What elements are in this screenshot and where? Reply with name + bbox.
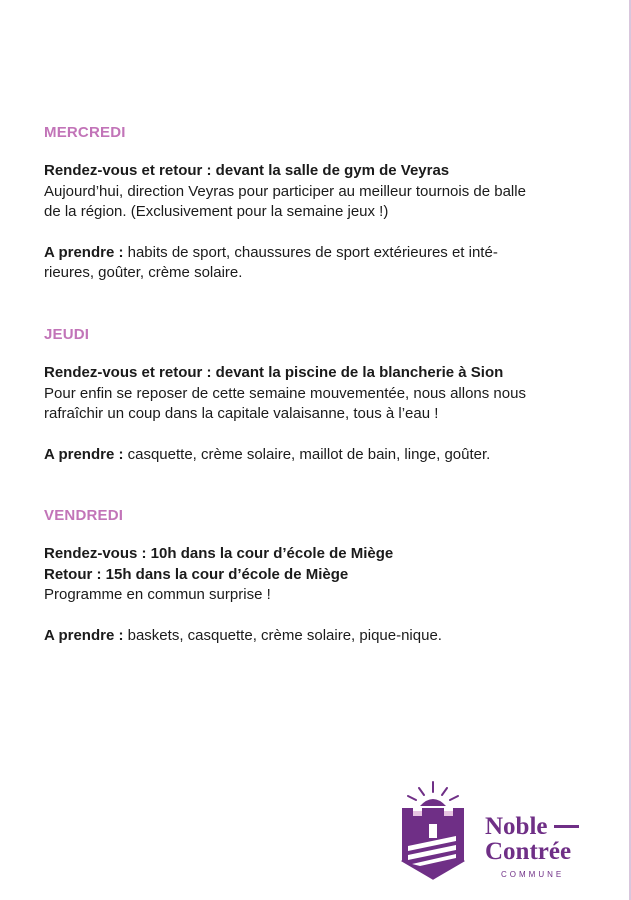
day-section-jeudi [44, 326, 589, 465]
meeting-line: Rendez-vous et retour : devant la salle de gym de Veyras [44, 162, 450, 179]
meeting-line: Rendez-vous : 10h dans la cour d’école de Miège [44, 545, 394, 562]
logo-name-noble: Noble [485, 813, 548, 840]
description-line: Aujourd’hui, direction Veyras pour participer au meilleur tournois de balle [44, 182, 526, 200]
prendre-block [44, 626, 589, 647]
commune-logo [398, 780, 613, 886]
castle-tower-icon [398, 780, 468, 886]
return-line: Retour : 15h dans la cour d’école de Miège [44, 565, 349, 583]
prendre-line [44, 445, 589, 466]
logo-name [485, 814, 579, 864]
prendre-text: habits de sport, chaussures de sport extérieures et inté- [123, 243, 498, 261]
day-heading: MERCREDI [44, 124, 126, 141]
logo-dash [554, 825, 579, 828]
day-heading: VENDREDI [44, 507, 124, 524]
prendre-text: casquette, crème solaire, maillot de bain, linge, goûter. [123, 445, 491, 463]
day-heading: JEUDI [44, 326, 90, 343]
prendre-line [44, 243, 589, 264]
meeting-block [44, 363, 589, 425]
logo-name-line-2 [485, 839, 579, 864]
meeting-line: Rendez-vous et retour : devant la piscine de la blancherie à Sion [44, 364, 504, 381]
prendre-text: baskets, casquette, crème solaire, pique-nique. [123, 626, 442, 644]
prendre-line-continued: rieures, goûter, crème solaire. [44, 264, 243, 281]
prendre-label: A prendre : [44, 445, 124, 463]
prendre-label: A prendre : [44, 626, 124, 644]
day-section-vendredi [44, 507, 589, 646]
description-line: rafraîchir un coup dans la capitale valaisanne, tous à l’eau ! [44, 405, 439, 422]
logo-name-contree: Contrée [485, 838, 572, 865]
description-line: de la région. (Exclusivement pour la semaine jeux !) [44, 203, 389, 220]
description-line: Pour enfin se reposer de cette semaine mouvementée, nous allons nous [44, 384, 526, 402]
meeting-block [44, 161, 589, 223]
day-section-mercredi [44, 124, 589, 284]
logo-subtitle: COMMUNE [501, 870, 565, 879]
meeting-block [44, 544, 589, 606]
prendre-block [44, 445, 589, 466]
description-line: Programme en commun surprise ! [44, 586, 271, 603]
prendre-line [44, 626, 589, 647]
prendre-block [44, 243, 589, 284]
prendre-label: A prendre : [44, 243, 124, 261]
logo-name-line-1 [485, 814, 579, 839]
